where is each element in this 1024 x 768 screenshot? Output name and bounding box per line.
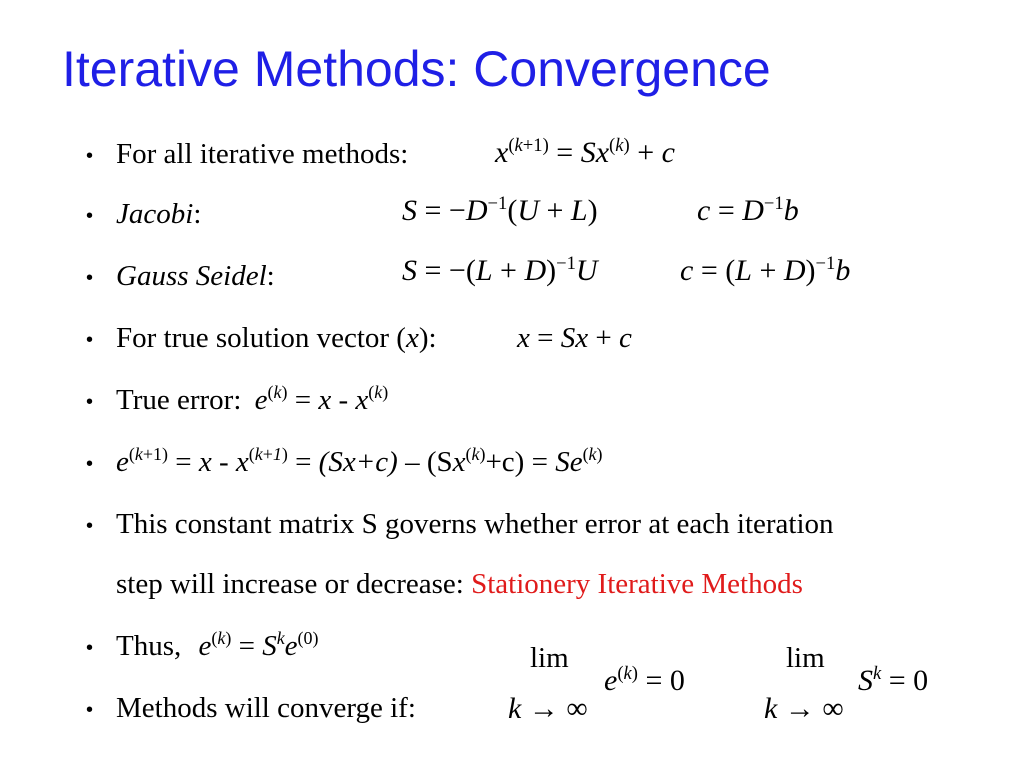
limit-lim-1: lim xyxy=(530,642,569,674)
limit-expr-2: $S^k = 0$ xyxy=(858,662,929,697)
formula-error-power: $e^{(k)} = S^ke^{(0)}$ xyxy=(198,628,319,662)
bullet-marker: • xyxy=(86,637,94,659)
bullet-marker: • xyxy=(86,145,94,167)
formula-gs-S: $S = -(L + D)^{-1}U$ xyxy=(402,252,598,287)
formula-jacobi-S: $S = -D^{-1}(U + L)$ xyxy=(402,192,598,227)
formula-error-propagation: $e^{(k+1)} = x - x^{(k+1)} = (Sx+c) - (Sx^{(k)}+c) = Se^{(k)}$ xyxy=(116,444,603,478)
limit-expr-1: $e^{(k)} = 0$ xyxy=(604,662,685,697)
formula-jacobi-c: $c = D^{-1}b$ xyxy=(697,192,799,227)
label-thus: Thus, $e^{(k)} = S^ke^{(0)}$ xyxy=(116,628,319,662)
gauss-seidel-text: Gauss Seidel xyxy=(116,260,267,292)
formula-true-error: $e^{(k)} = x - x^{(k)}$ xyxy=(254,382,389,416)
limit-sub-1: k → ∞ xyxy=(508,692,588,725)
colon: : xyxy=(266,260,275,292)
limit-sub-2: k → ∞ xyxy=(764,692,844,725)
text-constant-line1: This constant matrix S governs whether error at each iteration xyxy=(116,508,834,540)
slide-title: Iterative Methods: Convergence xyxy=(62,41,771,97)
bullet-marker: • xyxy=(86,267,94,289)
bullet-marker: • xyxy=(86,453,94,475)
label-true-error: True error: $e^{(k)} = x - x^{(k)}$ xyxy=(116,382,389,416)
label-converge-if: Methods will converge if: xyxy=(116,692,416,724)
bullet-marker: • xyxy=(86,699,94,721)
label-jacobi xyxy=(116,200,201,229)
formula-fixed-point: x = Sx + c xyxy=(517,322,632,354)
label-true-solution: For true solution vector (x): xyxy=(116,322,437,354)
bullet-marker: • xyxy=(86,391,94,413)
bullet-marker: • xyxy=(86,205,94,227)
highlight-stationary: Stationery Iterative Methods xyxy=(471,568,803,600)
formula-update-rule: $x^{(k+1)} = Sx^{(k)} + c$ xyxy=(495,134,675,169)
label-gauss-seidel xyxy=(116,262,275,291)
limit-lim-2: lim xyxy=(786,642,825,674)
text-constant-line2: step will increase or decrease: Stationery Iterative Methods xyxy=(116,568,803,600)
colon: : xyxy=(193,198,202,230)
jacobi-text: Jacobi xyxy=(116,198,194,230)
label-all-methods: For all iterative methods: xyxy=(116,138,409,170)
formula-gs-c: $c = (L + D)^{-1}b$ xyxy=(680,252,851,287)
bullet-marker: • xyxy=(86,515,94,537)
bullet-marker: • xyxy=(86,329,94,351)
